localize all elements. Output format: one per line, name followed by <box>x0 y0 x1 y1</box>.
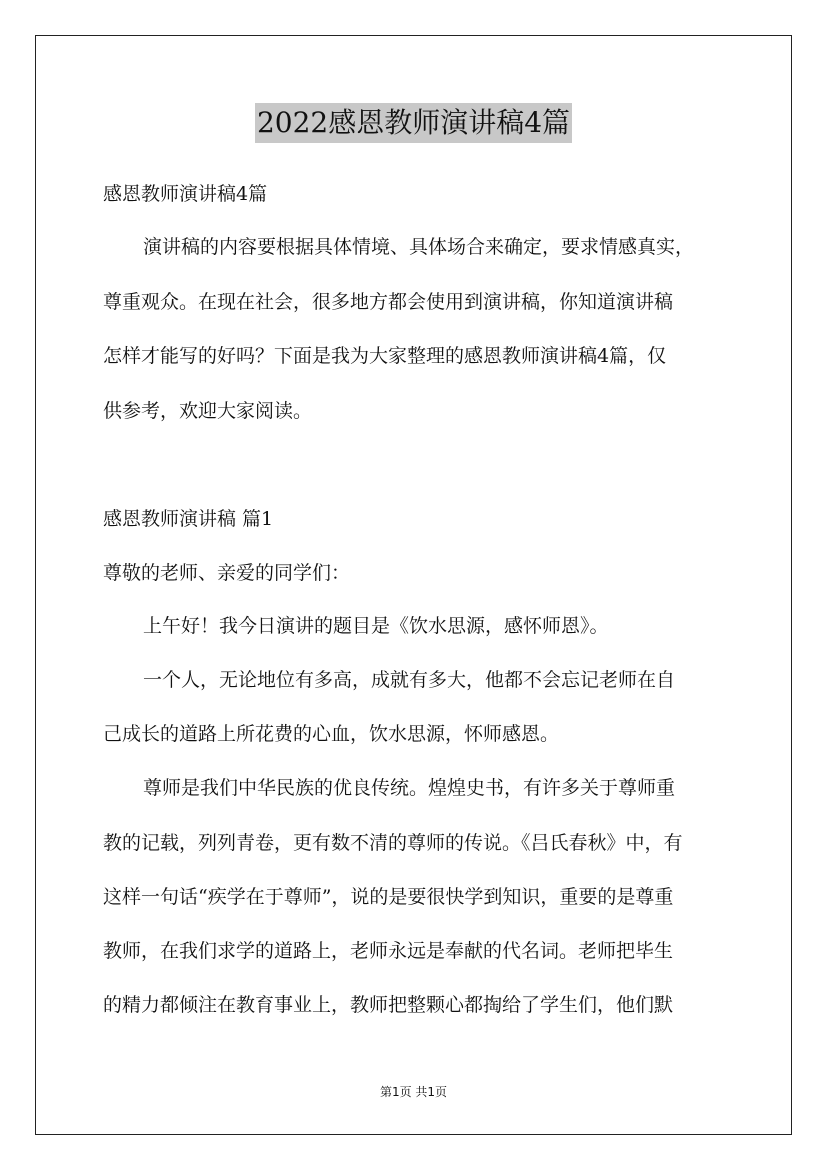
body-line: 教的记载，列列青卷，更有数不清的尊师的传说。《吕氏春秋》中，有 <box>103 832 683 854</box>
body-line: 上午好！我今日演讲的题目是《饮水思源，感怀师恩》。 <box>143 615 609 637</box>
body-line: 己成长的道路上所花费的心血，饮水思源，怀师感恩。 <box>103 723 560 745</box>
intro-line: 怎样才能写的好吗？下面是我为大家整理的感恩教师演讲稿4篇，仅 <box>103 345 667 367</box>
body-line: 尊师是我们中华民族的优良传统。煌煌史书，有许多关于尊师重 <box>143 777 676 799</box>
intro-line: 供参考，欢迎大家阅读。 <box>103 400 313 422</box>
section-heading: 感恩教师演讲稿 篇1 <box>103 508 274 530</box>
body-line: 的精力都倾注在教育事业上，教师把整颗心都掏给了学生们，他们默 <box>103 994 674 1016</box>
body-line: 教师，在我们求学的道路上，老师永远是奉献的代名词。老师把毕生 <box>103 940 674 962</box>
document-title: 2022感恩教师演讲稿4篇 <box>255 103 572 143</box>
salutation: 尊敬的老师、亲爱的同学们： <box>103 562 351 584</box>
page-number-footer: 第1页 共1页 <box>379 1085 448 1099</box>
intro-line: 演讲稿的内容要根据具体情境、具体场合来确定，要求情感真实， <box>143 236 695 258</box>
body-line: 一个人，无论地位有多高，成就有多大，他都不会忘记老师在自 <box>143 669 676 691</box>
body-line: 这样一句话“疾学在于尊师”，说的是要很快学到知识，重要的是尊重 <box>103 886 674 908</box>
intro-line: 尊重观众。在现在社会，很多地方都会使用到演讲稿，你知道演讲稿 <box>103 291 674 313</box>
title-container <box>0 103 827 143</box>
subtitle: 感恩教师演讲稿4篇 <box>103 183 268 205</box>
